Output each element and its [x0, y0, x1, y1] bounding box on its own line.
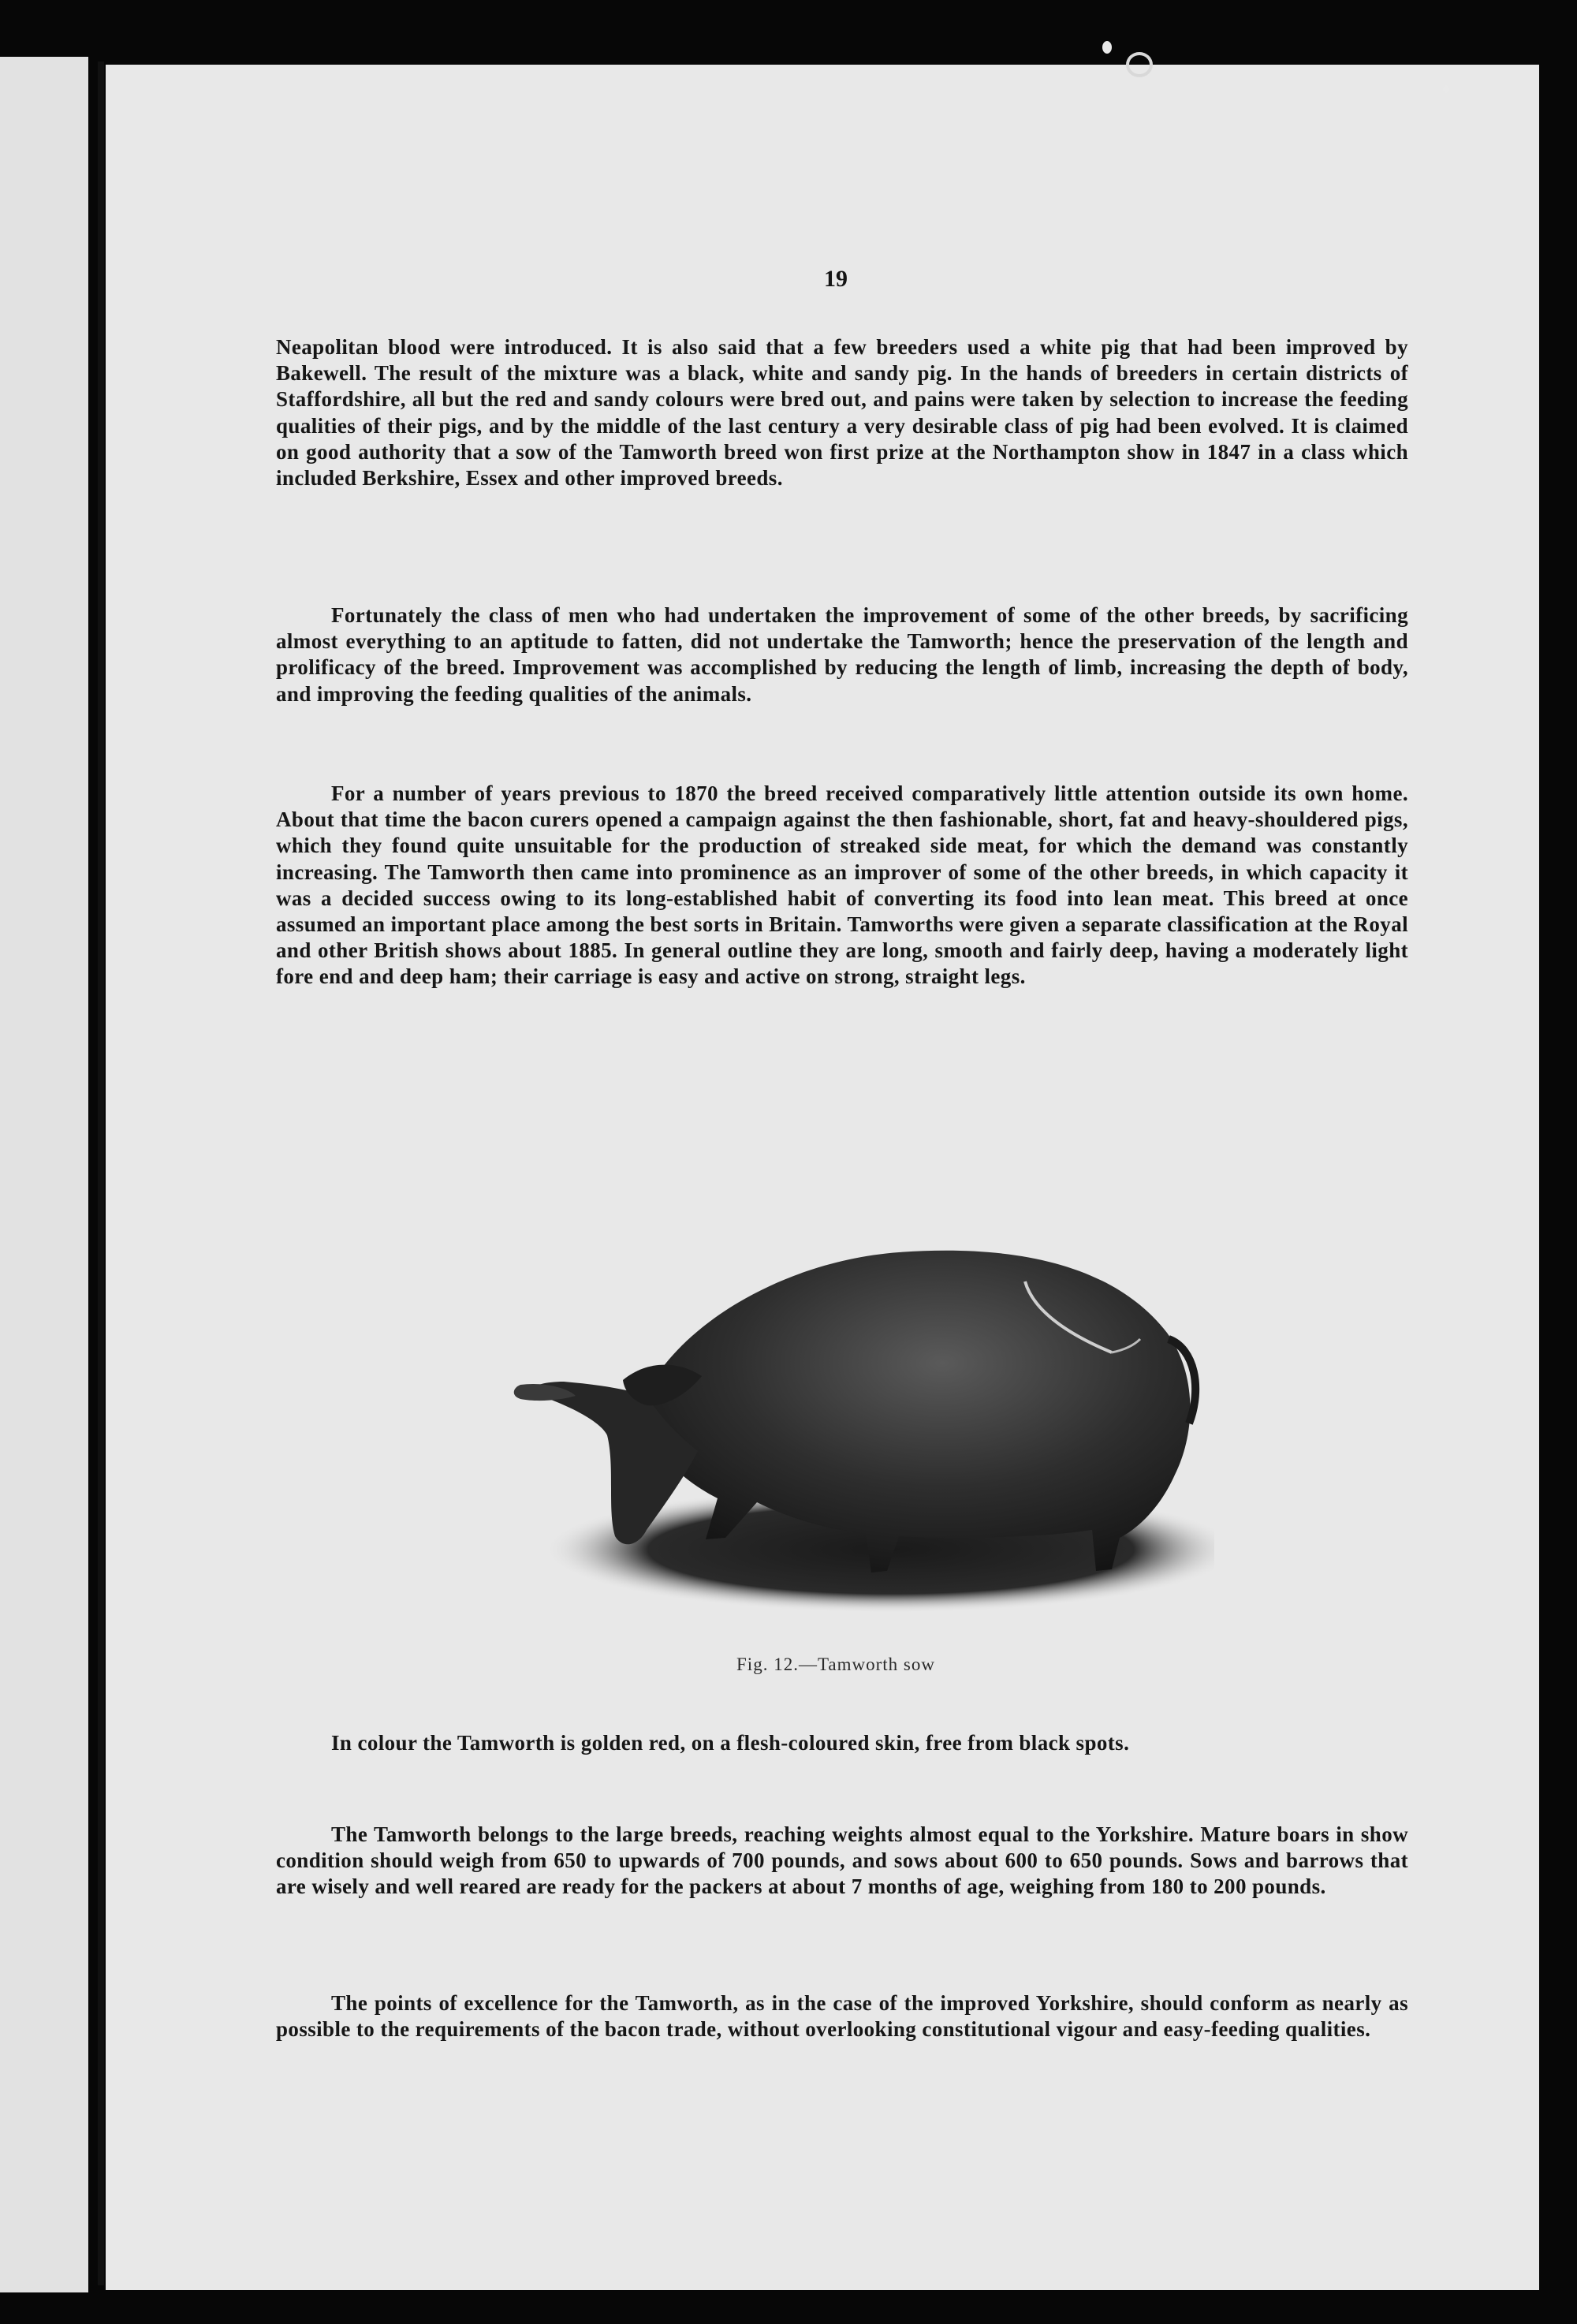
paragraph-6: The points of excellence for the Tamworth, as in the case of the improved Yorkshire, should conform as nearly as possible to the requirements of the bacon trade, without overlooking constitutional vigour and easy-feeding qualities. — [276, 1991, 1408, 2042]
paragraph-5: The Tamworth belongs to the large breeds, reaching weights almost equal to the Yorkshire. Mature boars in show condition should weigh from 650 to upwards of 700 pounds, and sows about 600 to 650 pounds. Sows and barrows that are wisely and well reared are ready for the packers at about 7 months of age, weighing from 180 to 200 pounds. — [276, 1822, 1408, 1899]
paragraph-4: In colour the Tamworth is golden red, on a flesh-coloured skin, free from black spots. — [331, 1731, 1130, 1755]
paragraph-2: Fortunately the class of men who had undertaken the improvement of some of the other breeds, by sacrificing almost everything to an aptitude to fatten, did not undertake the Tamworth; hence the preservation of the length and prolificacy of the breed. Improvement was accomplished by reducing the length of limb, increasing the depth of body, and improving the feeding qualities of the animals. — [276, 603, 1408, 706]
page-number: 19 — [824, 266, 848, 292]
scan-speck — [1443, 85, 1449, 93]
scan-speck — [1126, 52, 1153, 77]
paragraph-1: Neapolitan blood were introduced. It is also said that a few breeders used a white pig that had been improved by Bakewell. The result of the mixture was a black, white and sandy pig. In the hands of breeders in certain districts of Staffordshire, all but the red and sandy colours were bred out, and pains were taken by selection to increase the feeding qualities of their pigs, and by the middle of the last century a very desirable class of pig had been evolved. It is claimed on good authority that a sow of the Tamworth breed won first prize at the Northampton show in 1847 in a class which included Berkshire, Essex and other improved breeds. — [276, 335, 1408, 491]
figure-caption: Fig. 12.—Tamworth sow — [736, 1654, 935, 1674]
book-gutter — [98, 62, 104, 2285]
facing-page-edge — [0, 57, 88, 2292]
scan-speck — [1102, 41, 1112, 54]
tamworth-sow-illustration — [489, 1199, 1214, 1625]
paragraph-3: For a number of years previous to 1870 the breed received comparatively little attention outside its own home. About that time the bacon curers opened a campaign against the then fashionable, short, fat and heavy-shouldered pigs, which they found quite unsuitable for the production of streaked side meat, for which the demand was constantly increasing. The Tamworth then came into prominence as an improver of some of the other breeds, in which capacity it was a decided success owing to its long-established habit of converting its food into lean meat. This breed at once assumed an important place among the best sorts in Britain. Tamworths were given a separate classification at the Royal and other British shows about 1885. In general outline they are long, smooth and fairly deep, having a moderately light fore end and deep ham; their carriage is easy and active on strong, straight legs. — [276, 782, 1408, 989]
sow-body — [639, 1251, 1190, 1572]
